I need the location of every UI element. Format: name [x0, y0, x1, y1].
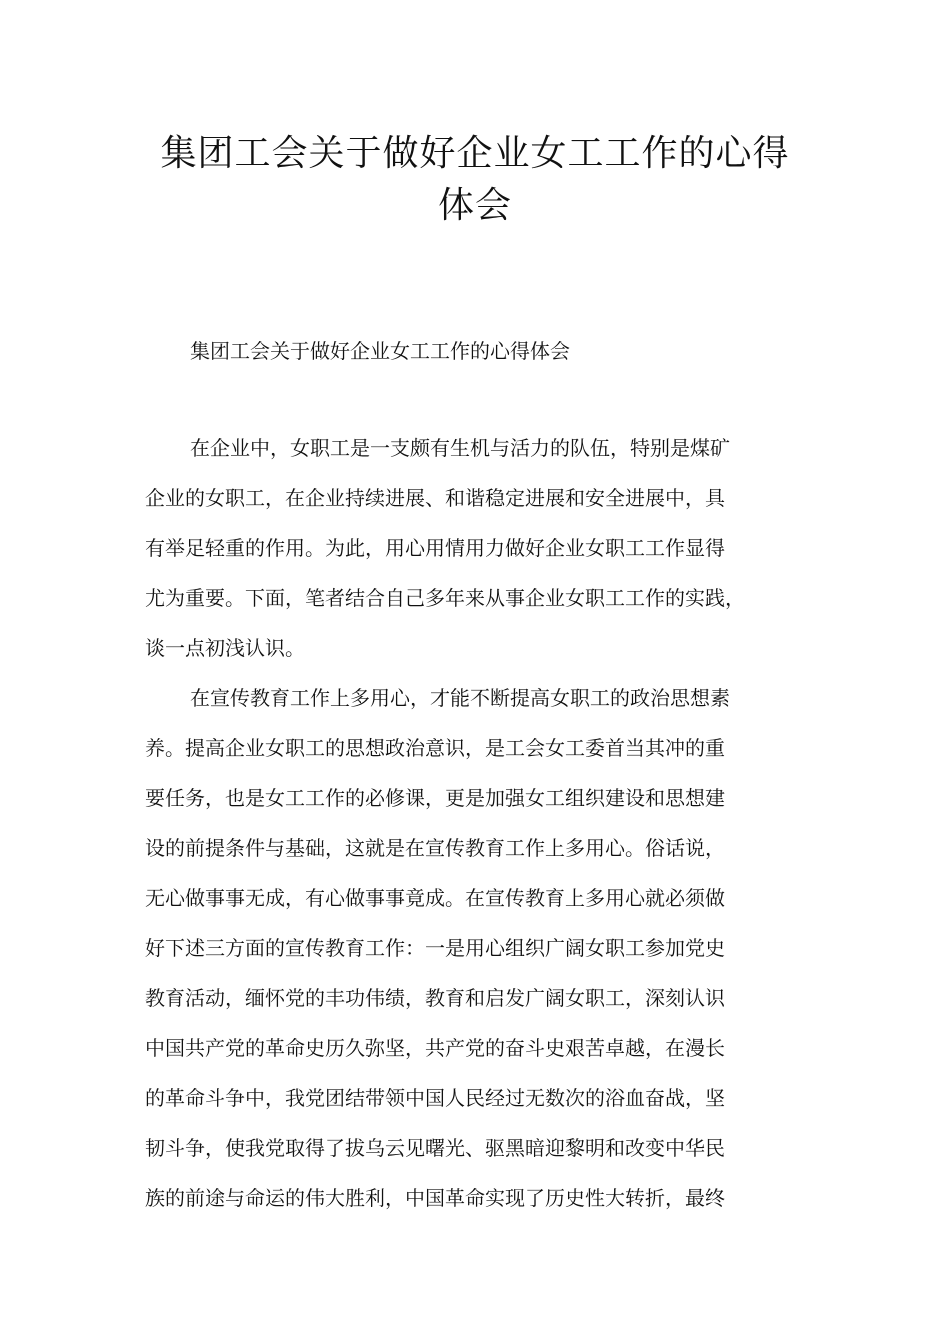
body-line: 的革命斗争中，我党团结带领中国人民经过无数次的浴血奋战，坚: [145, 1086, 725, 1110]
body-line: 养。提高企业女职工的思想政治意识，是工会女工委首当其冲的重: [145, 736, 725, 760]
body-line: 谈一点初浅认识。: [145, 636, 305, 660]
body-line: 在企业中，女职工是一支颇有生机与活力的队伍，特别是煤矿: [190, 436, 730, 460]
body-line: 教育活动，缅怀党的丰功伟绩，教育和启发广阔女职工，深刻认识: [145, 986, 725, 1010]
body-line: 族的前途与命运的伟大胜利，中国革命实现了历史性大转折，最终: [145, 1186, 725, 1210]
body-line: 尤为重要。下面，笔者结合自己多年来从事企业女职工工作的实践，: [145, 586, 745, 610]
body-line: 在宣传教育工作上多用心，才能不断提高女职工的政治思想素: [190, 686, 730, 710]
document-subtitle: 集团工会关于做好企业女工工作的心得体会: [190, 339, 570, 363]
body-line: 设的前提条件与基础，这就是在宣传教育工作上多用心。俗话说，: [145, 836, 725, 860]
body-line: 有举足轻重的作用。为此，用心用情用力做好企业女职工工作显得: [145, 536, 725, 560]
title-line-2: 体会: [437, 185, 512, 226]
body-line: 中国共产党的革命史历久弥坚，共产党的奋斗史艰苦卓越，在漫长: [145, 1036, 725, 1060]
body-line: 无心做事事无成，有心做事事竟成。在宣传教育上多用心就必须做: [145, 886, 725, 910]
body-line: 企业的女职工，在企业持续进展、和谐稳定进展和安全进展中，具: [145, 486, 725, 510]
body-line: 好下述三方面的宣传教育工作：一是用心组织广阔女职工参加党史: [145, 936, 725, 960]
document-title: [120, 128, 830, 232]
body-line: 要任务，也是女工工作的必修课，更是加强女工组织建设和思想建: [145, 786, 725, 810]
title-line-1: 集团工会关于做好企业女工工作的心得: [160, 133, 790, 174]
body-line: 韧斗争，使我党取得了拔乌云见曙光、驱黑暗迎黎明和改变中华民: [145, 1136, 725, 1160]
